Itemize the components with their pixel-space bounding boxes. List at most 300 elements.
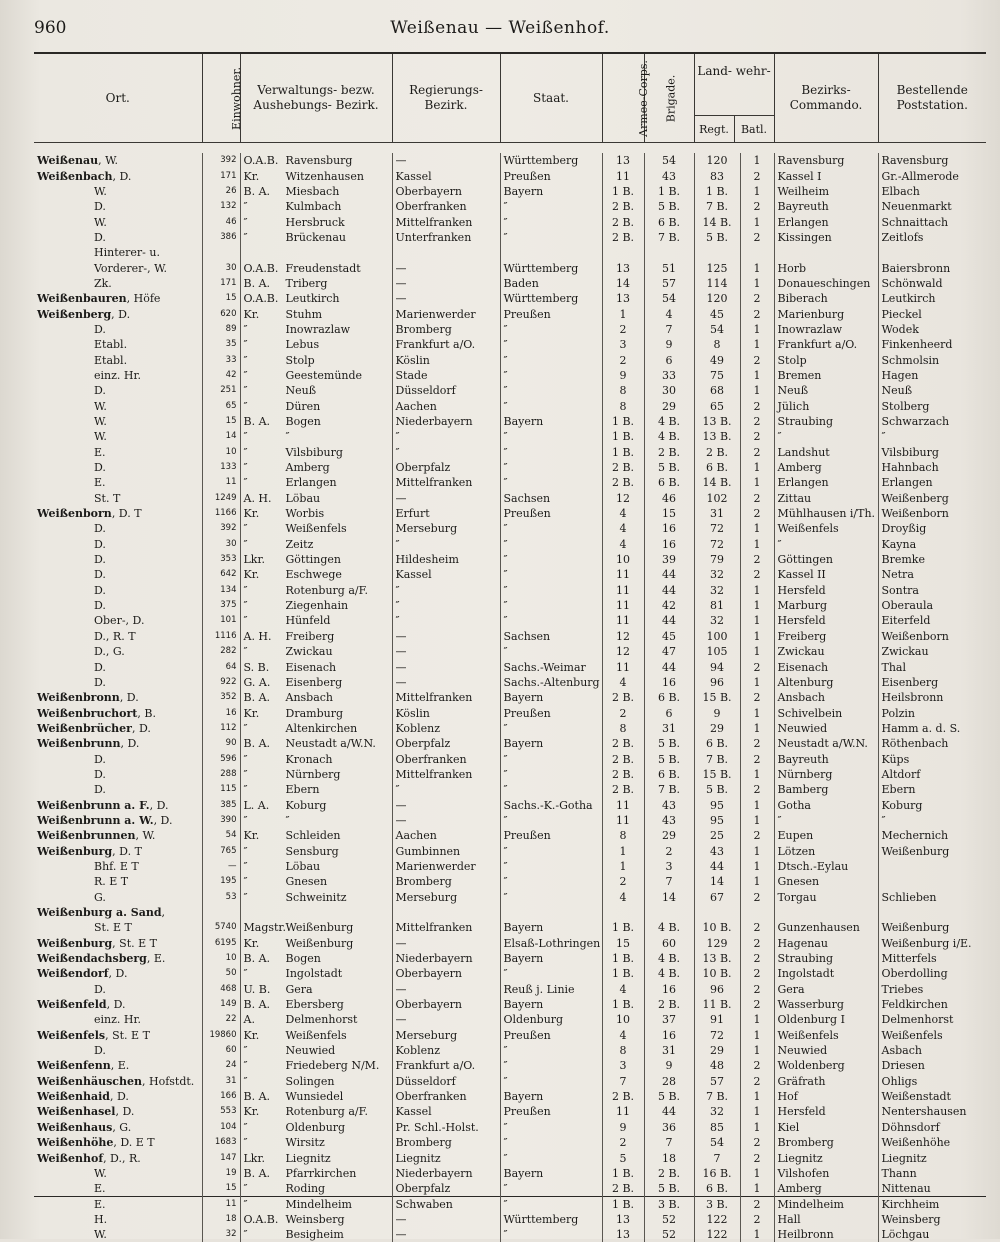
cell-staat: Preußen [500, 168, 602, 183]
cell-einwohner: 15 [202, 291, 240, 306]
cell-ort [34, 337, 202, 352]
verwaltung-type: ″ [244, 598, 286, 613]
cell-bezirkskommando: Frankfurt a/O. [774, 337, 878, 352]
cell-bezirkskommando: Heilbronn [774, 1227, 878, 1242]
cell-ort [34, 352, 202, 367]
cell-landwehr-regt: 5 B. [694, 230, 740, 245]
cell-armee-corps: 5 [602, 1150, 644, 1165]
cell-brigade: 5 B. [644, 751, 694, 766]
cell-ort [34, 368, 202, 383]
cell-brigade: 16 [644, 537, 694, 552]
table-row [34, 429, 986, 444]
cell-brigade: 28 [644, 1074, 694, 1089]
cell-staat: ″ [500, 1074, 602, 1089]
place-name: R. E T [94, 875, 128, 888]
cell-landwehr-batl: 2 [740, 399, 774, 414]
verwaltung-bezirk: Schleiden [286, 829, 341, 842]
cell-einwohner: 33 [202, 352, 240, 367]
cell-staat: ″ [500, 1120, 602, 1135]
cell-verwaltung [240, 828, 392, 843]
cell-armee-corps: 2 B. [602, 199, 644, 214]
cell-brigade: 7 B. [644, 782, 694, 797]
cell-armee-corps: 11 [602, 797, 644, 812]
place-name: St. E T [94, 921, 132, 934]
cell-armee-corps: 12 [602, 644, 644, 659]
cell-bezirkskommando: Marienburg [774, 306, 878, 321]
cell-brigade: 7 B. [644, 230, 694, 245]
cell-armee-corps: 11 [602, 583, 644, 598]
table-row [34, 153, 986, 168]
verwaltung-bezirk: Kronach [286, 753, 333, 766]
cell-einwohner: 11 [202, 1196, 240, 1211]
cell-brigade: 2 B. [644, 997, 694, 1012]
cell-verwaltung [240, 721, 392, 736]
cell-armee-corps: 13 [602, 1227, 644, 1242]
verwaltung-bezirk: Friedeberg N/M. [286, 1059, 380, 1072]
cell-regierungsbezirk: — [392, 1212, 500, 1227]
place-name: W. [94, 1228, 107, 1241]
table-row [34, 583, 986, 598]
cell-bezirkskommando: Mühlhausen i/Th. [774, 506, 878, 521]
cell-staat: ″ [500, 537, 602, 552]
table-row [34, 460, 986, 475]
cell-bezirkskommando: Gräfrath [774, 1074, 878, 1089]
place-name: Zk. [94, 277, 112, 290]
cell-verwaltung [240, 429, 392, 444]
verwaltung-bezirk: Weißenfels [286, 522, 347, 535]
cell-ort [34, 184, 202, 199]
cell-bezirkskommando: Wasserburg [774, 997, 878, 1012]
cell-staat: Bayern [500, 1166, 602, 1181]
table-row [34, 1227, 986, 1242]
cell-einwohner: 90 [202, 736, 240, 751]
cell-staat: Elsaß-Lothringen [500, 936, 602, 951]
cell-ort [34, 997, 202, 1012]
cell-bezirkskommando: Vilshofen [774, 1166, 878, 1181]
verwaltung-type: L. A. [244, 798, 286, 813]
verwaltung-bezirk: Stuhm [286, 308, 323, 321]
cell-einwohner: 65 [202, 399, 240, 414]
cell-staat: Württemberg [500, 153, 602, 168]
cell-einwohner: 30 [202, 537, 240, 552]
verwaltung-bezirk: Sensburg [286, 845, 339, 858]
cell-landwehr-regt: 29 [694, 1043, 740, 1058]
cell-verwaltung [240, 475, 392, 490]
cell-bezirkskommando: Gotha [774, 797, 878, 812]
cell-verwaltung [240, 383, 392, 398]
cell-brigade: 33 [644, 368, 694, 383]
cell-staat: Preußen [500, 506, 602, 521]
cell-regierungsbezirk: Oberfranken [392, 1089, 500, 1104]
place-type: , Hofstdt. [142, 1075, 194, 1088]
verwaltung-bezirk: Ebersberg [286, 998, 344, 1011]
place-name: D. [94, 553, 106, 566]
cell-landwehr-regt: 11 B. [694, 997, 740, 1012]
cell-einwohner: 42 [202, 368, 240, 383]
cell-verwaltung [240, 936, 392, 951]
place-name: D., G. [94, 645, 125, 658]
verwaltung-type: ″ [244, 721, 286, 736]
verwaltung-type: A. [244, 1012, 286, 1027]
cell-poststation: Oberdolling [878, 966, 986, 981]
cell-poststation [878, 905, 986, 920]
cell-landwehr-batl: 1 [740, 675, 774, 690]
cell-bezirkskommando: Stolp [774, 352, 878, 367]
cell-regierungsbezirk: Niederbayern [392, 414, 500, 429]
cell-staat: Preußen [500, 705, 602, 720]
cell-einwohner: — [202, 859, 240, 874]
cell-einwohner: 19860 [202, 1028, 240, 1043]
verwaltung-type: ″ [244, 199, 286, 214]
cell-landwehr-regt: 54 [694, 322, 740, 337]
cell-brigade: 9 [644, 337, 694, 352]
place-name: G. [94, 891, 106, 904]
verwaltung-type: B. A. [244, 1089, 286, 1104]
verwaltung-type: G. A. [244, 675, 286, 690]
cell-verwaltung [240, 506, 392, 521]
table-row [34, 352, 986, 367]
verwaltung-bezirk: Wunsiedel [286, 1090, 344, 1103]
table-row [34, 1150, 986, 1165]
place-name: D. [94, 200, 106, 213]
cell-poststation: Küps [878, 751, 986, 766]
cell-landwehr-regt: 8 [694, 337, 740, 352]
cell-landwehr-regt: 7 [694, 1150, 740, 1165]
cell-landwehr-regt: 120 [694, 291, 740, 306]
cell-landwehr-batl: 2 [740, 659, 774, 674]
cell-verwaltung [240, 583, 392, 598]
cell-verwaltung [240, 920, 392, 935]
cell-armee-corps: 14 [602, 276, 644, 291]
verwaltung-bezirk: Göttingen [286, 553, 342, 566]
cell-verwaltung [240, 230, 392, 245]
cell-landwehr-batl: 1 [740, 705, 774, 720]
verwaltung-bezirk: Ziegenhain [286, 599, 349, 612]
cell-einwohner: 282 [202, 644, 240, 659]
cell-regierungsbezirk: Oberbayern [392, 966, 500, 981]
cell-armee-corps: 15 [602, 936, 644, 951]
cell-landwehr-batl: 2 [740, 306, 774, 321]
cell-ort [34, 583, 202, 598]
place-name: E. [94, 1198, 106, 1211]
table-row [34, 797, 986, 812]
cell-poststation: Hahnbach [878, 460, 986, 475]
cell-poststation: Thal [878, 659, 986, 674]
verwaltung-bezirk: Ebern [286, 783, 320, 796]
verwaltung-bezirk: Gera [286, 983, 313, 996]
cell-regierungsbezirk: Niederbayern [392, 1166, 500, 1181]
cell-landwehr-regt: 100 [694, 629, 740, 644]
cell-landwehr-batl: 2 [740, 506, 774, 521]
cell-einwohner: 390 [202, 813, 240, 828]
place-type: , St. E T [105, 1029, 150, 1042]
cell-poststation: Schnaittach [878, 214, 986, 229]
cell-bezirkskommando: Kissingen [774, 230, 878, 245]
verwaltung-bezirk: ″ [286, 814, 290, 827]
cell-einwohner: 53 [202, 890, 240, 905]
cell-landwehr-regt: 94 [694, 659, 740, 674]
verwaltung-type: B. A. [244, 1166, 286, 1181]
cell-staat: Bayern [500, 414, 602, 429]
cell-brigade: 29 [644, 828, 694, 843]
cell-landwehr-batl: 2 [740, 429, 774, 444]
cell-bezirkskommando: Gunzenhausen [774, 920, 878, 935]
cell-ort [34, 905, 202, 920]
cell-bezirkskommando: Zittau [774, 491, 878, 506]
cell-landwehr-regt: 25 [694, 828, 740, 843]
cell-landwehr-regt: 6 B. [694, 1181, 740, 1196]
cell-landwehr-regt: 5 B. [694, 782, 740, 797]
cell-landwehr-regt: 43 [694, 843, 740, 858]
verwaltung-bezirk: Geestemünde [286, 369, 363, 382]
verwaltung-type: ″ [244, 1181, 286, 1196]
cell-armee-corps: 8 [602, 721, 644, 736]
verwaltung-bezirk: Leutkirch [286, 292, 340, 305]
cell-regierungsbezirk [392, 905, 500, 920]
place-type: , D. [120, 691, 139, 704]
table-row [34, 705, 986, 720]
cell-landwehr-batl: 1 [740, 337, 774, 352]
cell-bezirkskommando: Bamberg [774, 782, 878, 797]
cell-landwehr-batl: 1 [740, 460, 774, 475]
cell-bezirkskommando: Altenburg [774, 675, 878, 690]
cell-landwehr-regt: 75 [694, 368, 740, 383]
cell-einwohner: 46 [202, 214, 240, 229]
verwaltung-bezirk: Freudenstadt [286, 262, 361, 275]
cell-bezirkskommando: Weißenfels [774, 1028, 878, 1043]
cell-landwehr-batl: 1 [740, 813, 774, 828]
cell-regierungsbezirk: Koblenz [392, 1043, 500, 1058]
cell-armee-corps: 1 [602, 859, 644, 874]
place-name: D. [94, 323, 106, 336]
cell-landwehr-batl: 2 [740, 690, 774, 705]
table-row [34, 644, 986, 659]
verwaltung-bezirk: Neuwied [286, 1044, 336, 1057]
cell-landwehr-batl: 2 [740, 445, 774, 460]
table-row [34, 506, 986, 521]
header-ort: Ort. [34, 54, 202, 143]
cell-ort [34, 1135, 202, 1150]
table-row [34, 1012, 986, 1027]
cell-verwaltung [240, 1012, 392, 1027]
table-row [34, 828, 986, 843]
cell-poststation [878, 874, 986, 889]
place-type: , Höfe [127, 292, 161, 305]
cell-brigade: 2 B. [644, 1166, 694, 1181]
cell-regierungsbezirk: Düsseldorf [392, 1074, 500, 1089]
cell-staat: ″ [500, 874, 602, 889]
cell-brigade: 4 B. [644, 920, 694, 935]
verwaltung-type: ″ [244, 782, 286, 797]
place-type: , D. [113, 170, 132, 183]
table-row [34, 245, 986, 260]
cell-staat: ″ [500, 1058, 602, 1073]
cell-landwehr-regt: 68 [694, 383, 740, 398]
place-name: D. [94, 384, 106, 397]
cell-armee-corps: 2 B. [602, 460, 644, 475]
cell-verwaltung [240, 859, 392, 874]
verwaltung-bezirk: Zwickau [286, 645, 333, 658]
cell-regierungsbezirk: Mittelfranken [392, 920, 500, 935]
table-row [34, 337, 986, 352]
place-name: Weißenberg [37, 308, 111, 321]
verwaltung-type: O.A.B. [244, 261, 286, 276]
cell-poststation: Ohligs [878, 1074, 986, 1089]
cell-regierungsbezirk: Liegnitz [392, 1150, 500, 1165]
cell-landwehr-batl: 2 [740, 552, 774, 567]
cell-landwehr-regt: 95 [694, 813, 740, 828]
cell-brigade: 43 [644, 168, 694, 183]
table-row [34, 322, 986, 337]
table-row [34, 890, 986, 905]
cell-brigade: 44 [644, 613, 694, 628]
cell-ort [34, 1028, 202, 1043]
cell-poststation: Oberaula [878, 598, 986, 613]
cell-poststation: Koburg [878, 797, 986, 812]
cell-landwehr-batl: 1 [740, 521, 774, 536]
cell-staat: ″ [500, 552, 602, 567]
header-gap-cell [34, 143, 986, 154]
cell-regierungsbezirk: Bromberg [392, 874, 500, 889]
cell-landwehr-regt: 83 [694, 168, 740, 183]
cell-verwaltung [240, 1181, 392, 1196]
header-landwehr-label: Land- wehr- [695, 64, 774, 79]
verwaltung-bezirk: Hersbruck [286, 216, 345, 229]
cell-poststation: Löchgau [878, 1227, 986, 1242]
cell-landwehr-batl: 1 [740, 260, 774, 275]
cell-landwehr-regt: 15 B. [694, 690, 740, 705]
cell-landwehr-regt: 14 B. [694, 214, 740, 229]
place-name: D. [94, 584, 106, 597]
cell-staat: ″ [500, 1196, 602, 1211]
cell-regierungsbezirk: Gumbinnen [392, 843, 500, 858]
verwaltung-type: ″ [244, 1197, 286, 1212]
header-landwehr [694, 54, 774, 143]
cell-armee-corps: 2 [602, 1135, 644, 1150]
verwaltung-type: B. A. [244, 736, 286, 751]
cell-verwaltung [240, 306, 392, 321]
cell-brigade: 3 [644, 859, 694, 874]
cell-staat: ″ [500, 767, 602, 782]
cell-staat: Sachsen [500, 629, 602, 644]
cell-armee-corps: 1 B. [602, 1196, 644, 1211]
cell-regierungsbezirk: — [392, 659, 500, 674]
cell-bezirkskommando: Torgau [774, 890, 878, 905]
cell-brigade: 60 [644, 936, 694, 951]
cell-ort [34, 1196, 202, 1211]
place-name: W. [94, 185, 107, 198]
place-name: D., R. T [94, 630, 136, 643]
table-row [34, 659, 986, 674]
cell-ort [34, 1074, 202, 1089]
cell-verwaltung [240, 797, 392, 812]
cell-landwehr-batl: 1 [740, 153, 774, 168]
table-row [34, 936, 986, 951]
cell-brigade: 44 [644, 1104, 694, 1119]
cell-landwehr-regt: 105 [694, 644, 740, 659]
cell-verwaltung [240, 1089, 392, 1104]
verwaltung-type: S. B. [244, 660, 286, 675]
verwaltung-bezirk: Freiberg [286, 630, 335, 643]
cell-poststation: Finkenheerd [878, 337, 986, 352]
cell-verwaltung [240, 199, 392, 214]
cell-staat: Bayern [500, 184, 602, 199]
cell-armee-corps: 2 [602, 705, 644, 720]
cell-bezirkskommando: Amberg [774, 1181, 878, 1196]
cell-einwohner: 375 [202, 598, 240, 613]
cell-armee-corps: 4 [602, 537, 644, 552]
cell-ort [34, 843, 202, 858]
place-name: D. [94, 538, 106, 551]
cell-einwohner: 26 [202, 184, 240, 199]
header-brigade-text: Brigade. [663, 74, 678, 122]
cell-regierungsbezirk: Merseburg [392, 1028, 500, 1043]
cell-bezirkskommando: ″ [774, 813, 878, 828]
verwaltung-bezirk: Wirsitz [286, 1136, 325, 1149]
cell-bezirkskommando: Bremen [774, 368, 878, 383]
cell-bezirkskommando: Erlangen [774, 214, 878, 229]
place-type: , St. E T [112, 937, 157, 950]
cell-einwohner: 553 [202, 1104, 240, 1119]
place-name: Etabl. [94, 354, 127, 367]
cell-regierungsbezirk: Merseburg [392, 890, 500, 905]
verwaltung-bezirk: Löbau [286, 492, 321, 505]
place-name: Etabl. [94, 338, 127, 351]
cell-einwohner: 1166 [202, 506, 240, 521]
cell-staat: ″ [500, 583, 602, 598]
cell-brigade: 46 [644, 491, 694, 506]
cell-ort [34, 890, 202, 905]
cell-einwohner: 171 [202, 168, 240, 183]
cell-verwaltung [240, 168, 392, 183]
cell-brigade: 29 [644, 399, 694, 414]
cell-ort [34, 813, 202, 828]
cell-armee-corps: 11 [602, 613, 644, 628]
table-row [34, 721, 986, 736]
cell-verwaltung [240, 491, 392, 506]
cell-einwohner: 386 [202, 230, 240, 245]
cell-poststation: Hagen [878, 368, 986, 383]
cell-staat: ″ [500, 721, 602, 736]
table-row [34, 843, 986, 858]
cell-brigade: 39 [644, 552, 694, 567]
cell-einwohner: 10 [202, 445, 240, 460]
cell-regierungsbezirk: Oberpfalz [392, 460, 500, 475]
cell-landwehr-batl: 1 [740, 1181, 774, 1196]
cell-regierungsbezirk: Kassel [392, 1104, 500, 1119]
cell-bezirkskommando: Amberg [774, 460, 878, 475]
cell-verwaltung [240, 322, 392, 337]
header-gap-row [34, 143, 986, 154]
cell-armee-corps: 3 [602, 337, 644, 352]
table-row [34, 1135, 986, 1150]
cell-ort [34, 322, 202, 337]
cell-poststation [878, 245, 986, 260]
verwaltung-bezirk: Erlangen [286, 476, 337, 489]
cell-ort [34, 705, 202, 720]
cell-bezirkskommando: Bayreuth [774, 751, 878, 766]
cell-landwehr-batl: 1 [740, 1166, 774, 1181]
header-staat: Staat. [500, 54, 602, 143]
cell-bezirkskommando: Hall [774, 1212, 878, 1227]
cell-ort [34, 675, 202, 690]
place-type: , D. [107, 998, 126, 1011]
verwaltung-type: ″ [244, 1043, 286, 1058]
cell-verwaltung [240, 997, 392, 1012]
cell-ort [34, 276, 202, 291]
table-row [34, 966, 986, 981]
cell-landwehr-regt: 9 [694, 705, 740, 720]
